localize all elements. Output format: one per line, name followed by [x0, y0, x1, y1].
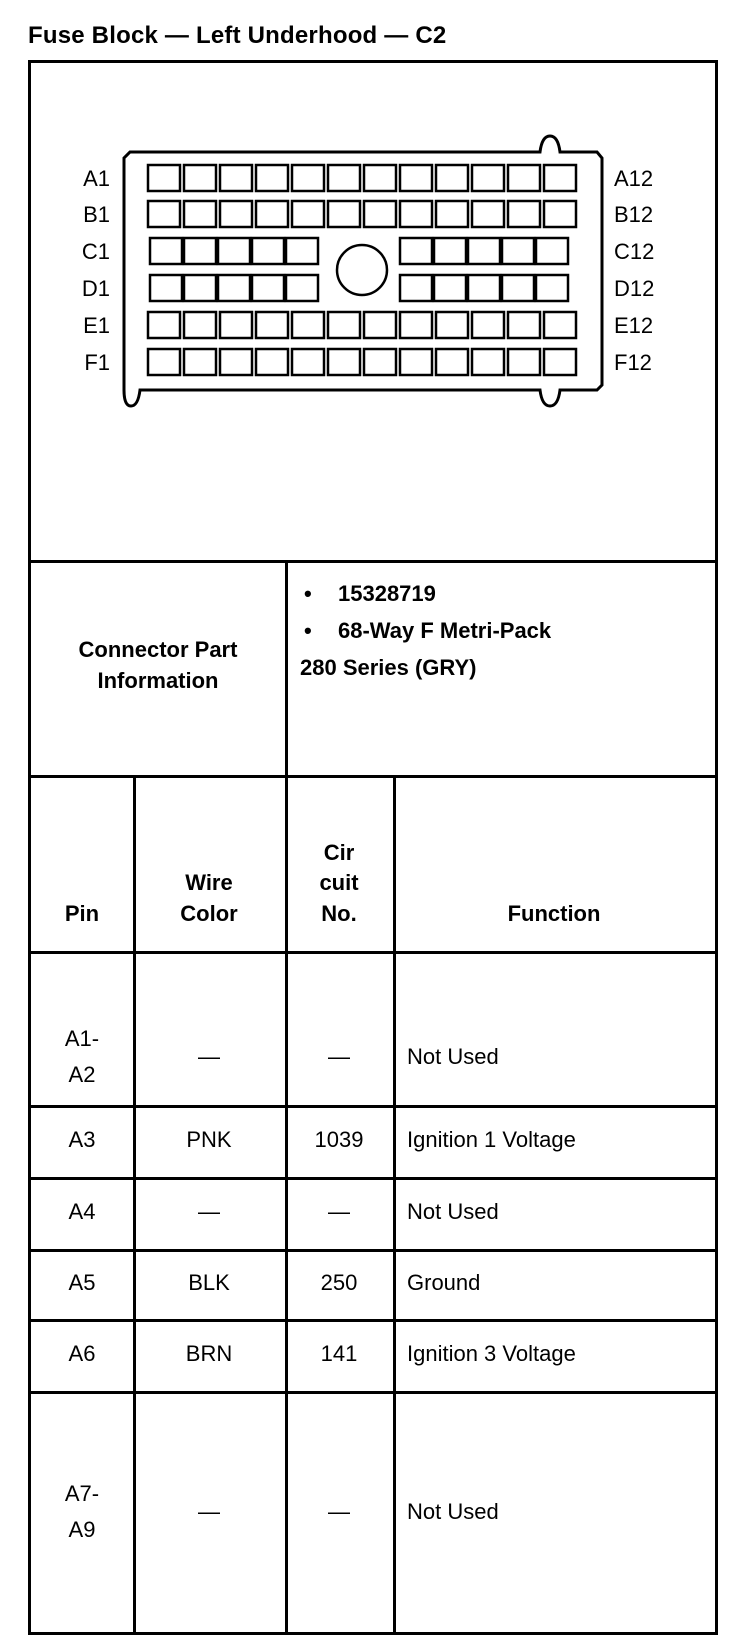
- header-circuit-line: Cir: [323, 839, 355, 865]
- table-cell-pin: [31, 1319, 133, 1388]
- table-cell-pin: [31, 1105, 133, 1174]
- table-cell-function: [393, 1249, 715, 1316]
- bullet-icon: •: [304, 618, 312, 643]
- table-cell-wire-color: [133, 1319, 285, 1388]
- row-label-left: B1: [83, 202, 110, 227]
- function-text: Ground: [407, 1269, 481, 1295]
- description-line-2: 280 Series (GRY): [300, 655, 477, 680]
- table-cell-circuit: [285, 1249, 393, 1316]
- part-info-label: [31, 560, 285, 772]
- table-cell-wire-color: [133, 1011, 285, 1102]
- function-text: Not Used: [407, 1498, 499, 1524]
- row-label-left: E1: [83, 313, 110, 338]
- row-label-right: F12: [614, 350, 652, 375]
- pin-text: A4: [68, 1198, 96, 1224]
- circuit-text: 1039: [314, 1126, 364, 1152]
- pin-text: A6: [68, 1340, 96, 1366]
- wire-color-text: —: [198, 1198, 220, 1224]
- table-cell-wire-color: [133, 1391, 285, 1632]
- table-cell-circuit: [285, 1011, 393, 1102]
- function-text: Not Used: [407, 1043, 499, 1069]
- table-cell-circuit: [285, 1177, 393, 1246]
- header-wire-color-text: Wire Color: [180, 870, 238, 927]
- table-cell-circuit: [285, 1391, 393, 1632]
- wire-color-text: —: [198, 1043, 220, 1069]
- circuit-text: —: [328, 1198, 350, 1224]
- header-pin-text: Pin: [64, 901, 100, 927]
- table-cell-wire-color: [133, 1105, 285, 1174]
- pin-text: A2: [68, 1061, 96, 1087]
- pin-text: A5: [68, 1269, 96, 1295]
- row-label-left: D1: [81, 276, 110, 301]
- row-label-right: E12: [614, 313, 654, 338]
- table-cell-function: [393, 1011, 715, 1102]
- row-label-left: F1: [84, 350, 110, 375]
- row-label-left: C1: [81, 239, 110, 264]
- page-title: Fuse Block — Left Underhood — C2: [28, 22, 447, 49]
- table-cell-function: [393, 1391, 715, 1632]
- row-label-right: A12: [614, 166, 654, 191]
- part-number-line: [300, 575, 551, 612]
- part-info-label-text: Connector Part Information: [78, 637, 238, 693]
- table-cell-circuit: [285, 1105, 393, 1174]
- header-circuit: [285, 775, 393, 948]
- wire-color-text: —: [198, 1498, 220, 1524]
- pin-text: A1-: [64, 1026, 100, 1052]
- table-cell-wire-color: [133, 1249, 285, 1316]
- pin-text: A3: [68, 1126, 96, 1152]
- table-cell-circuit: [285, 1319, 393, 1388]
- connector-description: 68-Way F Metri-Pack: [338, 618, 552, 643]
- circuit-text: 250: [320, 1269, 358, 1295]
- wire-color-text: PNK: [186, 1126, 232, 1152]
- header-function: [393, 775, 715, 948]
- pin-text: A9: [68, 1516, 96, 1542]
- table-cell-pin: [31, 1177, 133, 1246]
- table-cell-pin: [31, 1249, 133, 1316]
- function-text: Not Used: [407, 1198, 499, 1224]
- circuit-text: 141: [320, 1340, 358, 1366]
- function-text: Ignition 1 Voltage: [407, 1126, 576, 1152]
- wire-color-text: BRN: [185, 1340, 233, 1366]
- row-label-right: C12: [614, 239, 655, 264]
- circuit-text: —: [328, 1498, 350, 1524]
- header-circuit-line: No.: [321, 901, 357, 927]
- header-function-text: Function: [507, 901, 601, 927]
- header-circuit-line: cuit: [319, 870, 359, 896]
- circuit-text: —: [328, 1043, 350, 1069]
- table-cell-pin: [31, 1391, 133, 1632]
- header-wire-color: [133, 775, 285, 948]
- table-cell-pin: [31, 1011, 133, 1102]
- part-info-details: [300, 575, 551, 686]
- pin-text: A7-: [64, 1481, 100, 1507]
- row-label-left: A1: [83, 166, 110, 191]
- header-pin: [31, 775, 133, 948]
- part-number: 15328719: [338, 581, 436, 606]
- wire-color-text: BLK: [188, 1269, 230, 1295]
- table-cell-function: [393, 1105, 715, 1174]
- table-cell-wire-color: [133, 1177, 285, 1246]
- function-text: Ignition 3 Voltage: [407, 1340, 576, 1366]
- table-cell-function: [393, 1177, 715, 1246]
- bullet-icon: •: [304, 581, 312, 606]
- table-cell-function: [393, 1319, 715, 1388]
- description-line: [300, 612, 551, 649]
- row-label-right: D12: [614, 276, 655, 301]
- row-label-right: B12: [614, 202, 654, 227]
